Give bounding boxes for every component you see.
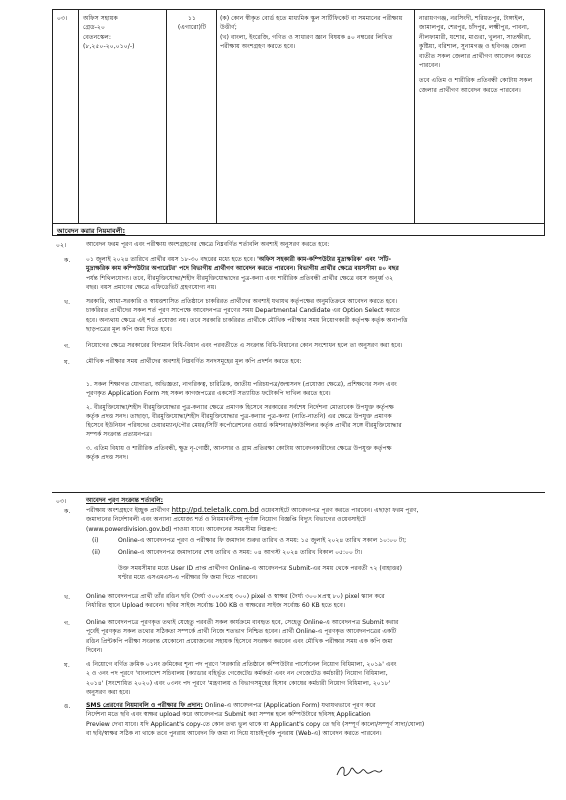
age-rule-line3: মুদ্রাক্ষরিক কাম কম্পিউটার অপারেটর' পদে বিভাগীয় প্রার্থীগণ আবেদন করতে পারবেন। বিভাগীয় প্রার্থীর ক্ষেত্রে বয়সসীমা ৪০ বছর bbox=[86, 265, 399, 273]
pay-scale-label: বেতনস্কেল: bbox=[83, 33, 111, 41]
ng-line4: Preview দেখা যাবে। যদি Applicant's copy-তে কোন তথ্য ভুল থাকে বা Applicant's copy তে ছবি (সম্পূর্ণ কালো/সম্পূর্ণ সাদা/ঘোলা) bbox=[86, 720, 425, 728]
rule-02-kh-text bbox=[86, 297, 544, 334]
table-divider bbox=[78, 10, 79, 223]
rule-02-intro: আবেদন ফরম পূরণ এবং পরীক্ষায় অংশগ্রহণের ক্ষেত্রে নিম্নবর্ণিত শর্তাবলি অবশ্যই অনুসরণ করতে হবে: bbox=[86, 241, 330, 248]
rule-02-k-text bbox=[86, 255, 544, 292]
g-line1: Online আবেদনপত্রে পূরণকৃত তথ্যই যেহেতু পরবর্তী সকল কার্যক্রমে ব্যবহৃত হবে, সেহেতু Online-এ আবেদনপত্র Submit করার bbox=[86, 619, 399, 626]
age-rule: ০১ জুলাই ২০২৪ তারিখে প্রার্থীর বয়স ১৮-৩০ বছরের মধ্যে হতে হবে। bbox=[86, 256, 256, 263]
rule-03-ng-text bbox=[86, 701, 544, 738]
rule-02-g-text: নিয়োগের ক্ষেত্রে সরকারের বিদ্যমান বিধি-বিধান এবং পরবর্তীতে এ সংক্রান্ত বিধি-বিধানের কোন সংশোধন হলে তা অনুসরণ করা হবে। bbox=[86, 342, 403, 349]
post-count bbox=[170, 14, 214, 33]
schedule-ii-num: (ii) bbox=[92, 549, 101, 556]
rule-02-kh: খ. bbox=[64, 299, 71, 306]
rule-02-gh-text: মৌখিক পরীক্ষার সময় প্রার্থীদের অবশ্যই নিম্নবর্ণিত সনদসমূহের মূল কপি প্রদর্শন করতে হবে: bbox=[86, 358, 302, 365]
gh-line3: ২০১৪' (সংশোধিত ২০২০) এবং ০৩নং পদ পূরণে 'মন্ত্রণালয় ও বিভাগসমূহের হিসাব কোষের কর্মচারী নিয়োগ বিধিমালা, ২০১৮' bbox=[86, 679, 391, 687]
sms-title: SMS প্রেরণের নিয়মাবলি ও পরীক্ষার ফি প্রদান: bbox=[86, 702, 203, 709]
rule-02-k: ক. bbox=[64, 257, 71, 264]
kh-line3: হবে। অন্যথায় ক্ষেত্রে এই শর্ত প্রযোজ্য নয়। তবে সরকারি চাকরিরত প্রার্থীকে মৌখিক পরীক্ষার সময় নিয়োগকারী কর্তৃপক্ষ কর্তৃক অনাপত্তি bbox=[86, 316, 408, 324]
rule-02-g: গ. bbox=[64, 343, 71, 350]
rule-03-number: ০৩। bbox=[56, 498, 67, 505]
rule-02-gh-list bbox=[86, 380, 544, 462]
age-rule-line5: বছর। বয়স প্রমাণের ক্ষেত্রে এফিডেভিট গ্রহণযোগ্য নয়। bbox=[86, 283, 217, 291]
pay-scale-value: (৮,২৫০-২০,০১০/-) bbox=[83, 43, 135, 51]
age-rule-bold: 'অফিস সহকারী কাম-কম্পিউটার মুদ্রাক্ষরিক' এবং 'সাঁট- bbox=[256, 256, 392, 263]
rule-03-g-text bbox=[86, 618, 544, 655]
ng-line1: Online-এ আবেদনপত্র (Application Form) যথাযথভাবে পূরণ করে bbox=[204, 702, 376, 709]
post-name bbox=[83, 14, 163, 52]
table-divider bbox=[216, 10, 217, 223]
post-grade: গ্রেড-২০ bbox=[83, 24, 105, 32]
post-districts bbox=[419, 14, 541, 95]
g-line3: রঙিন প্রিন্টকপি পরীক্ষা সংক্রান্ত যেকোনো প্রয়োজনের সহায়ক হিসেবে সংরক্ষণ করবেন এবং মৌখিক পরীক্ষার সময় এক কপি জমা bbox=[86, 637, 393, 645]
k-line1: পরীক্ষায় অংশগ্রহণে ইচ্ছুক প্রার্থীগণ bbox=[86, 507, 170, 514]
gh-item2-line2: কর্তৃক প্রদত্ত সনদ। তাছাড়া, বীরমুক্তিযোদ্ধা/শহীদ বীরমুক্তিযোদ্ধার পুত্র-কন্যার পুত্র-কন্যা (নাতি-নাতনি) এর ক্ষেত্রে উপযুক্ত প্রমাণক bbox=[86, 412, 392, 420]
ng-line5: বা ছবি/স্বাক্ষর সঠিক না থাকে তবে পুনরায় আবেদন ফি জমা না দিয়ে যাচাইপূর্বক পুনরায় (Web-এ) আবেদন করতে পারবেন। bbox=[86, 729, 382, 737]
rules-header bbox=[52, 224, 545, 236]
post-qualification bbox=[220, 14, 410, 52]
rule-03-k: ক. bbox=[64, 508, 71, 515]
kh-line4: ছাড়পত্রের মূল কপি জমা দিতে হবে। bbox=[86, 325, 172, 333]
gh-line4: অনুসরণ করা হবে। bbox=[86, 688, 131, 696]
districts-note: তবে এতিম ও শারীরিক প্রতিবন্ধী কোটায় সকল জেলার প্রার্থীগণ আবেদন করতে পারবেন। bbox=[419, 77, 533, 94]
rules-header-text: আবেদন করার নিয়মাবলী: bbox=[57, 227, 126, 235]
post-serial: ০৩। bbox=[57, 15, 68, 22]
post-name-text: অফিস সহায়ক bbox=[83, 15, 118, 22]
rule-02-gh: ঘ. bbox=[64, 359, 70, 366]
schedule-i-text: Online-এ আবেদনপত্র পূরণ ও পরীক্ষার ফি জমাদান শুরুর তারিখ ও সময়: ১৫ জুলাই ২০২৪ তারিখ সকাল ১০:০০ টা; bbox=[118, 537, 407, 544]
gh-item1-line1: ১. সকল শিক্ষাগত যোগ্যতা, অভিজ্ঞতা, নাগরিকত্ব, চারিত্রিক, জাতীয় পরিচয়পত্র/জন্মসনদ (প্রযোজ্য ক্ষেত্রে), প্রশিক্ষণের সনদ এবং bbox=[86, 381, 397, 388]
gh-line2: ২ ও ৩নং পদ পূরণে 'বাংলাদেশ সচিবালয় (ক্যাডার বহির্ভূত গেজেটেড কর্মকর্তা এবং নন গেজেটেড কর্মচারী) নিয়োগ বিধিমালা, bbox=[86, 670, 388, 678]
photo-line1: Online আবেদনপত্রে প্রার্থী তাঁর রঙিন ছবি (দৈর্ঘ্য ৩০০×প্রস্থ ৩০০) pixel ও স্বাক্ষর (দৈর্ঘ্য ৩০০×প্রস্থ ৮০) pixel স্ক্যান করে bbox=[86, 593, 385, 600]
rule-03-ng: ঙ. bbox=[64, 703, 71, 710]
rule-03-kh-text bbox=[86, 592, 544, 611]
gh-item2-line1: ২. বীরমুক্তিযোদ্ধা/শহীদ বীরমুক্তিযোদ্ধার পুত্র-কন্যার ক্ষেত্রে প্রমাণক হিসেবে সরকারের সর্বশেষ নির্দেশনা মোতাবেক উপযুক্ত কর্তৃপক্ষ bbox=[86, 403, 394, 411]
rule-03-gh: ঘ. bbox=[64, 662, 70, 669]
rule-03-gh-text bbox=[86, 660, 544, 697]
schedule-note bbox=[118, 564, 543, 583]
districts-text: নারায়ণগঞ্জ, নরসিংদী, শরিয়তপুর, টাঙ্গাইল, জামালপুর, শেরপুর, চাঁদপুর, লক্ষ্মীপুর, পাবনা, নীলফামারী, যশোর, মাগুরা, খুলনা, সাতক্ষীরা, কুষ্টিয়া, বরিশাল, সুনামগঞ্জ ও হবিগঞ্জ জেলা ব্যতীত সকল জেলার প্রার্থীগণ আবেদন করতে পারবেন। bbox=[419, 15, 531, 70]
teletalk-link[interactable]: http://pd.teletalk.com.bd bbox=[171, 506, 259, 514]
qualification-b: (খ) বাংলা, ইংরেজি, গণিত ও সাধারণ জ্ঞান বিষয়ক ৪০ নম্বরের লিখিত পরীক্ষায় অংশগ্রহণ করতে হবে। bbox=[220, 33, 393, 51]
rule-02-number: ০২। bbox=[56, 242, 67, 249]
k-line3: (www.powerdivision.gov.bd) পাওয়া যাবে। আবেদনের সময়সীমা নিম্নরূপ: bbox=[86, 525, 278, 533]
table-divider bbox=[166, 10, 167, 223]
gh-item2-line4: সম্পর্ক সংক্রান্ত প্রত্যয়নপত্র। bbox=[86, 431, 152, 439]
k-line2: জমাদানের নির্দেশাবলী এবং অন্যান্য প্রযোজ্য শর্ত ও নিয়মাবলীসহ পূর্ণাঙ্গ নিয়োগ বিজ্ঞপ্তি বিদ্যুৎ বিভাগের ওয়েবসাইটে bbox=[86, 516, 366, 524]
note-line1: উক্ত সময়সীমার মধ্যে User ID প্রাপ্ত প্রার্থীগণ Online-এ আবেদনপত্র Submit-এর সময় থেকে পরবর্তী ৭২ (বাহাত্তর) bbox=[118, 565, 402, 572]
rule-03-k-text bbox=[86, 506, 544, 534]
gh-item3-line1: ৩. এতিম বিধায় ও শারীরিক প্রতিবন্ধী, ক্ষুদ্র নৃ-গোষ্ঠী, আনসার ও গ্রাম প্রতিরক্ষা কোটায় আবেদনকারীদের ক্ষেত্রে উপযুক্ত কর্তৃপক্ষ bbox=[86, 444, 392, 452]
post-table bbox=[52, 9, 545, 224]
photo-line2: নির্ধারিত স্থানে Upload করবেন। ছবির সাইজ সর্বোচ্চ 100 KB ও স্বাক্ষরের সাইজ সর্বোচ্চ 60 KB হতে হবে। bbox=[86, 602, 346, 610]
age-rule-line4: পর্যন্ত শিথিলযোগ্য। তবে, বীরমুক্তিযোদ্ধা/শহীদ বীরমুক্তিযোদ্ধাদের পুত্র-কন্যা এবং শারীরিক প্রতিবন্ধী প্রার্থীর ক্ষেত্রে বয়স অনূর্ধ্ব ৩২ bbox=[86, 274, 394, 282]
gh-item2-line3: হিসেবে ইউনিয়ন পরিষদের চেয়ারম্যান/পৌর মেয়র/সিটি কর্পোরেশনের ওয়ার্ড কমিশনার/কাউন্সিলর কর্তৃক প্রার্থীর সঙ্গে বীরমুক্তিযোদ্ধার bbox=[86, 422, 402, 430]
kh-line1: সরকারি, আধা-সরকারি ও স্বায়ত্তশাসিত প্রতিষ্ঠানে চাকরিরত প্রার্থীদের অবশ্যই যথাযথ কর্তৃপক্ষের অনুমতিক্রমে আবেদন করতে হবে। bbox=[86, 298, 398, 305]
note-line2: ঘণ্টার মধ্যে এসএমএস-এ পরীক্ষার ফি জমা দিতে পারবেন। bbox=[118, 574, 258, 582]
signature bbox=[335, 763, 383, 779]
gh-item1-line2: পূরণকৃত Application Form সহ সকল কাগজপত্রের একসেট সত্যায়িত ফটোকপি দাখিল করতে হবে। bbox=[86, 390, 331, 398]
ng-line2: নির্দেশনা মতে ছবি এবং স্বাক্ষর upload করে আবেদনপত্র Submit করা সম্পন্ন হলে কম্পিউটারে ছবিসহ Application bbox=[86, 711, 371, 719]
k-line1b: ওয়েবসাইটে আবেদনপত্র পূরণ করতে পারবেন। এছাড়া ফরম পূরণ, bbox=[260, 507, 419, 514]
gh-line1: এ নিয়োগে বর্ণিত ক্রমিক ০১নং ক্রমিকের শূন্য পদ পূরণে 'সরকারি প্রতিষ্ঠানে কম্পিউটার পার্সোনেল নিয়োগ বিধিমালা, ২০১৯' এবং bbox=[86, 661, 397, 668]
gh-item3-line2: কর্তৃক প্রদত্ত সনদ। bbox=[86, 454, 129, 462]
post-count-words: (এগারো)টি bbox=[177, 24, 207, 32]
rule-03-g: গ. bbox=[64, 620, 71, 627]
post-count-number: ১১ bbox=[187, 15, 197, 22]
g-line2: পূর্বেই পূরণকৃত সকল তথ্যের সঠিকতা সম্পর্কে প্রার্থী নিজে শতভাগ নিশ্চিত হবেন। প্রার্থী Online-এ পূরণকৃত আবেদনপত্রের একটি bbox=[86, 628, 397, 636]
schedule-ii-text: Online-এ আবেদনপত্র জমাদানের শেষ তারিখ ও সময়: ০৪ আগস্ট ২০২৪ তারিখ বিকাল ০৫:০০ টা। bbox=[118, 549, 363, 556]
kh-line2: চাকরিরত প্রার্থীদের সকল শর্ত পূরণ সাপেক্ষে আবেদনপত্র পূরণের সময় Departmental Candidate এর Option Select করতে bbox=[86, 307, 400, 315]
rule-03-kh: খ. bbox=[64, 594, 71, 601]
schedule-i-num: (i) bbox=[92, 537, 99, 544]
g-line4: দিবেন। bbox=[86, 646, 103, 654]
table-divider bbox=[414, 10, 415, 223]
qualification-a: (ক) কোন স্বীকৃত বোর্ড হতে মাধ্যমিক স্কুল সার্টিফিকেট বা সমমানের পরীক্ষায় উত্তীর্ণ; bbox=[220, 15, 403, 32]
rule-03-title: আবেদন পূরণ সংক্রান্ত শর্তাবলি: bbox=[86, 497, 164, 504]
